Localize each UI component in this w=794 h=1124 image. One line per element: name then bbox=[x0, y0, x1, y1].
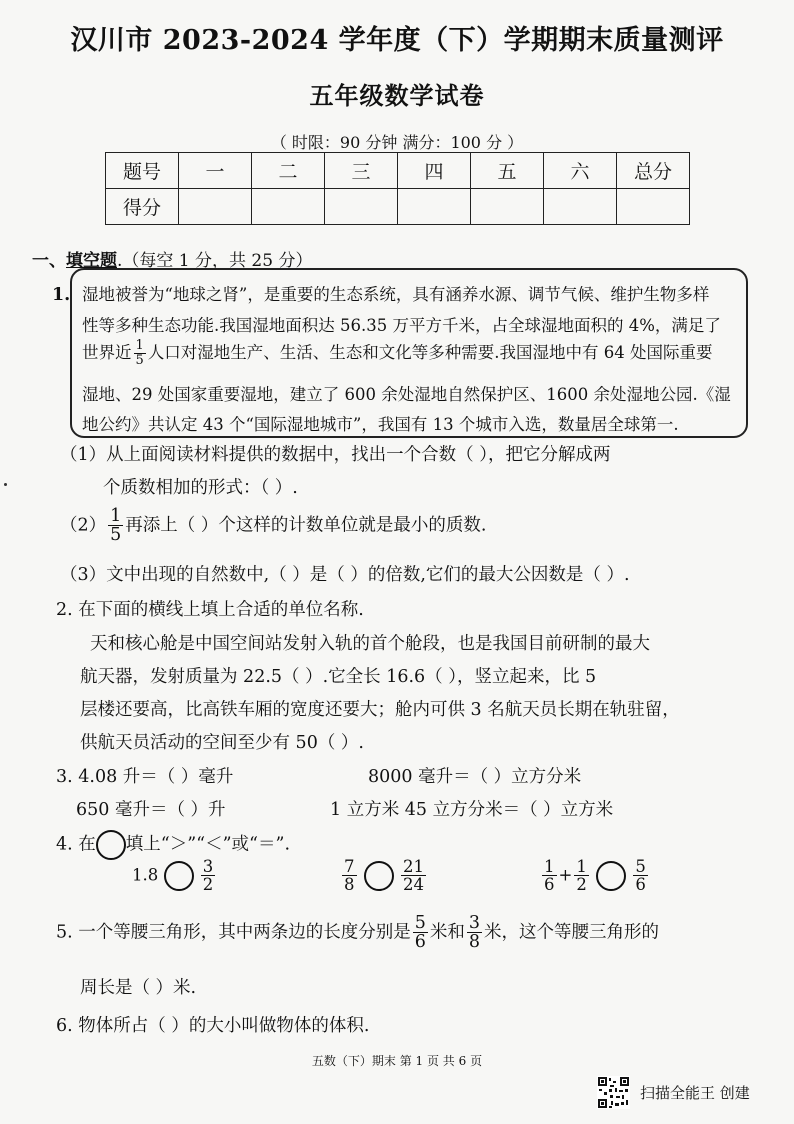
fraction bbox=[342, 858, 357, 894]
score-cell: 一 bbox=[179, 153, 252, 189]
number: 1.8 bbox=[132, 865, 159, 885]
fraction bbox=[633, 858, 648, 894]
numerator: 5 bbox=[635, 857, 646, 876]
question-2-stem: 2. 在下面的横线上填上合适的单位名称. bbox=[56, 600, 364, 620]
question-text: 米和 bbox=[429, 922, 465, 943]
score-cell: 总分 bbox=[617, 153, 690, 189]
passage-text: 人口对湿地生产、生活、生态和文化等多种需要.我国湿地中有 64 处国际重要 bbox=[147, 343, 713, 362]
question-3-item: 3. 4.08 升＝（ ）毫升 bbox=[56, 767, 234, 787]
question-1-part-2 bbox=[60, 507, 486, 545]
compare-expression-3 bbox=[540, 858, 650, 894]
passage-line: 性等多种生态功能.我国湿地面积达 56.35 万平方千米，占全球湿地面积的 4%，满足了 bbox=[82, 316, 721, 335]
denominator: 8 bbox=[344, 875, 355, 895]
question-1-part-3: （3）文中出现的自然数中,（ ）是（ ）的倍数,它们的最大公因数是（ ）. bbox=[60, 565, 630, 585]
question-1-number: 1. bbox=[52, 285, 71, 305]
question-2-line: 天和核心舱是中国空间站发射入轨的首个舱段，也是我国目前研制的最大 bbox=[90, 634, 650, 654]
question-2-line: 供航天员活动的空间至少有 50（ ）. bbox=[80, 733, 364, 753]
denominator: 5 bbox=[110, 525, 122, 546]
question-text: 填上“＞”“＜”或“＝”. bbox=[125, 834, 291, 855]
score-cell: 二 bbox=[252, 153, 325, 189]
passage-line: 湿地被誉为“地球之肾”，是重要的生态系统，具有涵养水源、调节气候、维护生物多样 bbox=[82, 285, 710, 304]
score-input-cell[interactable] bbox=[398, 189, 471, 225]
score-table-header-row bbox=[106, 153, 690, 189]
question-1-part-1-cont: 个质数相加的形式：（ ）. bbox=[103, 478, 298, 498]
scanner-watermark: 扫描全能王 创建 bbox=[640, 1084, 750, 1102]
fraction bbox=[201, 858, 216, 894]
passage-line: 地公约》共认定 43 个“国际湿地城市”，我国有 13 个城市入选，数量居全球第一. bbox=[82, 415, 679, 434]
numerator: 21 bbox=[403, 857, 424, 876]
question-2-line: 层楼还要高，比高铁车厢的宽度还要大；舱内可供 3 名航天员长期在轨驻留， bbox=[80, 700, 680, 720]
numerator: 3 bbox=[468, 913, 481, 933]
denominator: 8 bbox=[468, 932, 481, 953]
question-4-stem bbox=[56, 830, 290, 860]
question-5-cont: 周长是（ ）米. bbox=[80, 978, 197, 998]
question-text: 再添上（ ）个这样的计数单位就是最小的质数. bbox=[125, 515, 487, 536]
compare-expression-1 bbox=[132, 858, 217, 894]
plus-sign: + bbox=[558, 865, 573, 885]
fraction bbox=[134, 339, 146, 367]
compare-circle[interactable] bbox=[364, 861, 394, 891]
compare-circle[interactable] bbox=[596, 861, 626, 891]
score-input-cell[interactable] bbox=[179, 189, 252, 225]
fraction bbox=[542, 858, 557, 894]
score-cell: 题号 bbox=[106, 153, 179, 189]
question-text: 4. 在 bbox=[56, 834, 96, 855]
exam-subtitle: 五年级数学试卷 bbox=[309, 81, 485, 110]
question-3-item: 650 毫升＝（ ）升 bbox=[76, 800, 226, 820]
scan-speck bbox=[4, 483, 7, 486]
numerator: 1 bbox=[135, 338, 144, 354]
denominator: 6 bbox=[414, 932, 426, 953]
section-note: .（每空 1 分，共 25 分） bbox=[117, 251, 313, 271]
exam-title: 汉川市 2023-2024 学年度（下）学期期末质量测评 bbox=[70, 25, 724, 56]
score-cell: 三 bbox=[325, 153, 398, 189]
denominator: 2 bbox=[202, 875, 214, 895]
section-name: 填空题 bbox=[66, 251, 117, 271]
page-footer: 五数（下）期末 第 1 页 共 6 页 bbox=[311, 1054, 483, 1068]
score-table-score-row bbox=[106, 189, 690, 225]
score-input-cell[interactable] bbox=[617, 189, 690, 225]
fraction bbox=[108, 507, 123, 545]
fraction bbox=[467, 914, 482, 952]
question-text: 米，这个等腰三角形的 bbox=[484, 922, 660, 943]
numerator: 1 bbox=[544, 857, 555, 876]
passage-line bbox=[82, 339, 713, 368]
question-3-item: 8000 毫升＝（ ）立方分米 bbox=[368, 767, 582, 787]
numerator: 1 bbox=[576, 857, 587, 876]
fraction bbox=[401, 858, 426, 894]
compare-circle[interactable] bbox=[164, 861, 194, 891]
part-label: （2） bbox=[60, 515, 107, 536]
question-6: 6. 物体所占（ ）的大小叫做物体的体积. bbox=[56, 1016, 370, 1036]
score-cell: 四 bbox=[398, 153, 471, 189]
question-1-part-1: （1）从上面阅读材料提供的数据中，找出一个合数（ ），把它分解成两 bbox=[60, 445, 611, 465]
question-5 bbox=[56, 914, 659, 952]
score-table bbox=[105, 152, 690, 225]
denominator: 6 bbox=[635, 875, 646, 895]
score-input-cell[interactable] bbox=[325, 189, 398, 225]
passage-line: 湿地、29 处国家重要湿地，建立了 600 余处湿地自然保护区、1600 余处湿地公园.《湿 bbox=[82, 385, 731, 404]
score-input-cell[interactable] bbox=[544, 189, 617, 225]
fraction bbox=[413, 914, 428, 952]
score-cell: 五 bbox=[471, 153, 544, 189]
circle-icon bbox=[96, 830, 126, 860]
compare-expression-2 bbox=[340, 858, 428, 894]
denominator: 2 bbox=[576, 875, 587, 895]
score-cell: 得分 bbox=[106, 189, 179, 225]
passage-text: 世界近 bbox=[82, 343, 132, 362]
numerator: 5 bbox=[414, 913, 426, 933]
score-cell: 六 bbox=[544, 153, 617, 189]
fraction bbox=[574, 858, 589, 894]
numerator: 3 bbox=[202, 857, 214, 876]
exam-meta: （ 时限：90 分钟 满分：100 分 ） bbox=[270, 133, 524, 152]
section-number: 一、 bbox=[32, 251, 66, 271]
question-text: 5. 一个等腰三角形，其中两条边的长度分别是 bbox=[56, 922, 411, 943]
score-input-cell[interactable] bbox=[252, 189, 325, 225]
question-2-line: 航天器，发射质量为 22.5（ ）.它全长 16.6（ ），竖立起来，比 5 bbox=[80, 667, 597, 687]
denominator: 5 bbox=[135, 353, 144, 368]
qr-code-icon bbox=[597, 1076, 630, 1109]
denominator: 24 bbox=[403, 875, 424, 895]
score-input-cell[interactable] bbox=[471, 189, 544, 225]
question-3-item: 1 立方米 45 立方分米＝（ ）立方米 bbox=[330, 800, 614, 820]
denominator: 6 bbox=[544, 875, 555, 895]
numerator: 1 bbox=[110, 506, 122, 526]
numerator: 7 bbox=[344, 857, 355, 876]
